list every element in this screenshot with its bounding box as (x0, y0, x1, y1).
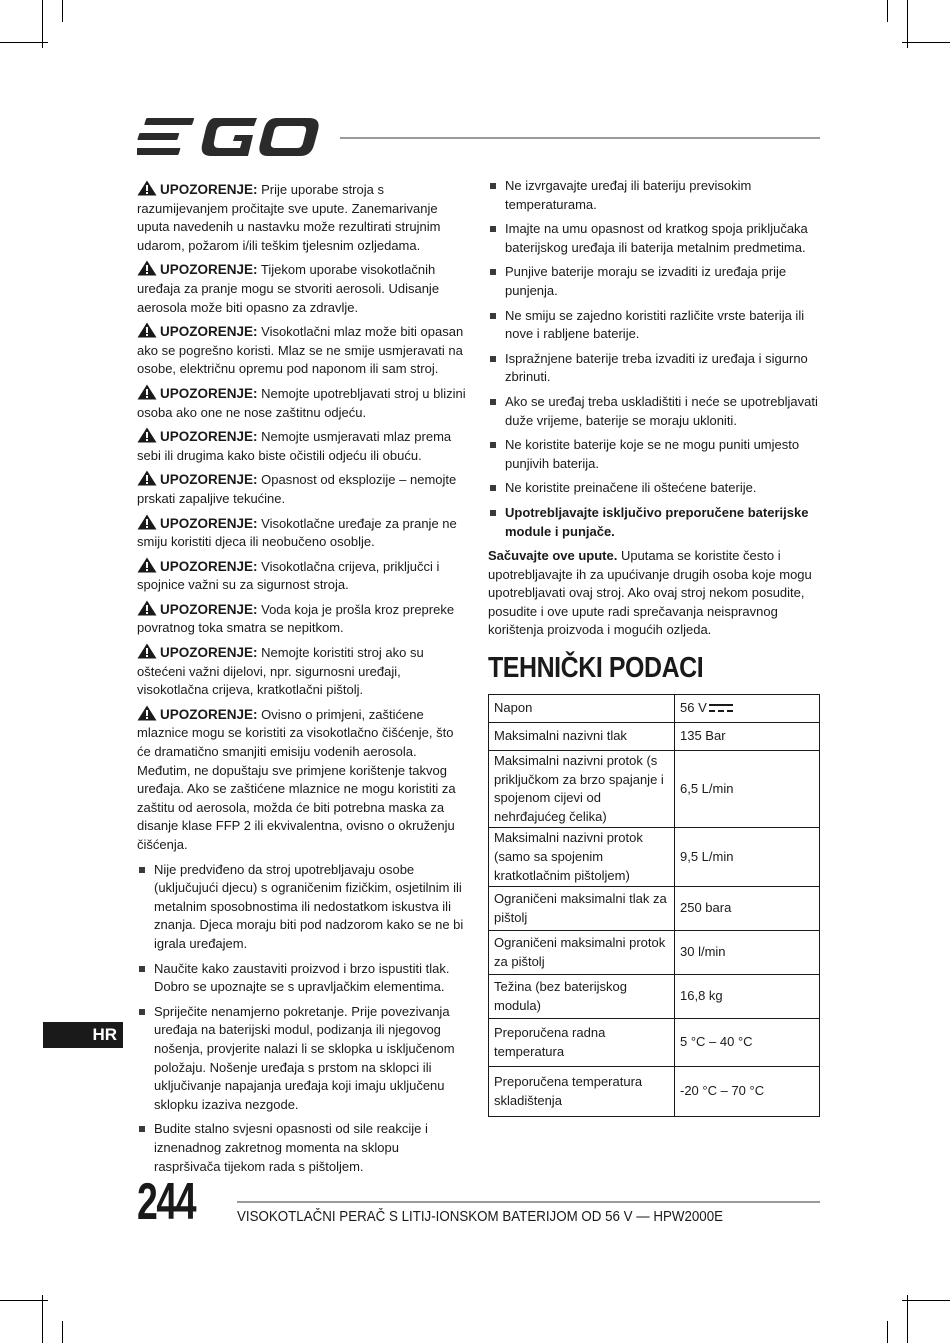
warning-text: Voda koja je prošla kroz prepreke povratnog toka smatra se nepitkom. (137, 601, 455, 636)
list-item-text: Ne koristite baterije koje se ne mogu puniti umjesto punjivih baterija. (505, 437, 800, 471)
list-item-text: Punjive baterije moraju se izvaditi iz uređaja prije punjenja. (505, 264, 787, 298)
footer-rule (237, 1201, 820, 1203)
spec-value-cell (675, 887, 820, 931)
crop-mark (907, 1295, 908, 1343)
spec-row (489, 723, 820, 751)
warning-triangle-icon (137, 384, 157, 400)
warning-text: Nemojte upotrebljavati stroj u blizini osoba ako one ne nose zaštitnu odjeću. (137, 385, 466, 420)
spec-key: Preporučena radna temperatura (489, 1019, 675, 1067)
warning-triangle-icon (137, 643, 157, 659)
spec-value: 9,5 L/min (680, 848, 734, 864)
square-bullet-icon (139, 966, 145, 972)
spec-key: Preporučena temperatura skladištenja (489, 1067, 675, 1117)
crop-mark (0, 1300, 48, 1301)
spec-value: 30 l/min (680, 944, 726, 960)
list-item (488, 393, 820, 430)
list-item (137, 1120, 469, 1176)
list-item-text: Upotrebljavajte isključivo preporučene baterijske module i punjače. (505, 504, 809, 539)
warning-text: Nemojte usmjeravati mlaz prema sebi ili drugima kako biste očistili odjeću ili obuću. (137, 429, 452, 463)
list-item-text: Imajte na umu opasnost od kratkog spoja priključaka baterijskog uređaja ili baterija metalnim predmetima. (505, 221, 808, 255)
warning-text: Visokotlačni mlaz može biti opasan ako se pogrešno koristi. Mlaz se ne smije usmjeravati na osobe, električnu opremu pod naponom ili sam stroj. (137, 324, 464, 377)
spec-value: 56 V (680, 700, 707, 716)
list-item (488, 350, 820, 387)
square-bullet-icon (490, 226, 496, 232)
list-item (137, 861, 469, 954)
spec-value-cell (675, 1067, 820, 1117)
left-column (137, 180, 469, 1182)
spec-table (488, 694, 820, 1117)
spec-row (489, 1067, 820, 1117)
warning-paragraph (137, 260, 469, 317)
list-item-text: Spriječite nenamjerno pokretanje. Prije povezivanja uređaja na baterijski modul, podizanja ili njegovog nošenja, provjerite nalazi li se sklopka u isključenom položaju. Nošenje uređaja s prstom na sklopci ili uključivanje napajanja uređaja koji imaju uključenu sklopku izaziva nezgode. (154, 1003, 455, 1112)
warning-label: UPOZORENJE: (160, 706, 258, 722)
list-item-text: Ne izvrgavajte uređaj ili bateriju previsokim temperaturama. (505, 178, 752, 212)
spec-row (489, 695, 820, 723)
spec-value-cell (675, 975, 820, 1019)
list-item (488, 263, 820, 300)
warning-triangle-icon (137, 557, 157, 573)
crop-mark (902, 42, 950, 43)
spec-row (489, 1019, 820, 1067)
warning-triangle-icon (137, 600, 157, 616)
warning-paragraph (137, 384, 469, 422)
crop-mark (62, 1321, 63, 1343)
crop-mark (42, 1295, 43, 1343)
spec-row (489, 931, 820, 975)
spec-value-cell (675, 723, 820, 751)
square-bullet-icon (490, 269, 496, 275)
keep-instructions (488, 547, 820, 640)
warning-triangle-icon (137, 427, 157, 443)
spec-value-cell (675, 828, 820, 887)
warning-triangle-icon (137, 470, 157, 486)
warning-paragraph (137, 600, 469, 638)
warning-paragraph (137, 180, 469, 255)
tech-title: TEHNIČKI PODACI (488, 652, 704, 684)
footer-text: VISOKOTLAČNI PERAČ S LITIJ-IONSKOM BATERIJOM OD 56 V — HPW2000E (237, 1209, 724, 1225)
spec-key: Maksimalni nazivni tlak (489, 723, 675, 751)
warning-paragraph (137, 514, 469, 552)
spec-key: Ograničeni maksimalni tlak za pištolj (489, 887, 675, 931)
list-item (137, 1003, 469, 1115)
warning-triangle-icon (137, 180, 157, 196)
crop-mark (0, 42, 48, 43)
crop-mark (887, 0, 888, 22)
list-item (488, 479, 820, 498)
header-rule (340, 137, 820, 139)
warning-label: UPOZORENJE: (160, 515, 258, 531)
crop-mark (42, 0, 43, 48)
square-bullet-icon (139, 1126, 145, 1132)
list-item (488, 307, 820, 344)
crop-mark (887, 1321, 888, 1343)
warning-text: Nemojte koristiti stroj ako su oštećeni važni dijelovi, npr. sigurnosni uređaji, visokotlačna crijeva, kratkotlačni pištolj. (137, 645, 424, 698)
spec-value: 16,8 kg (680, 988, 723, 1004)
spec-value-cell (675, 751, 820, 828)
spec-key: Težina (bez baterijskog modula) (489, 975, 675, 1019)
warning-label: UPOZORENJE: (160, 324, 258, 340)
warning-label: UPOZORENJE: (160, 182, 258, 197)
spec-value: 6,5 L/min (680, 780, 734, 796)
list-item (488, 504, 820, 541)
warning-label: UPOZORENJE: (160, 558, 258, 574)
spec-value-cell (675, 695, 820, 723)
warning-paragraph (137, 705, 469, 855)
right-bullet-list (488, 177, 820, 541)
square-bullet-icon (139, 1009, 145, 1015)
page-number: 244 (137, 1173, 196, 1231)
warning-text: Prije uporabe stroja s razumijevanjem pročitajte sve upute. Zanemarivanje uputa navedenih u nastavku može rezultirati strujnim udarom, požarom i/ili teškim tjelesnim ozljedama. (137, 182, 441, 253)
warnings-list (137, 180, 469, 855)
warning-paragraph (137, 557, 469, 595)
warning-label: UPOZORENJE: (160, 262, 258, 278)
warning-triangle-icon (137, 514, 157, 530)
warning-triangle-icon (137, 322, 157, 338)
list-item-text: Ne smiju se zajedno koristiti različite vrste baterija ili nove i rabljene baterije. (505, 307, 805, 342)
warning-paragraph (137, 643, 469, 700)
warning-triangle-icon (137, 705, 157, 721)
spec-value-cell (675, 1019, 820, 1067)
warning-paragraph (137, 322, 469, 379)
list-item (137, 960, 469, 997)
warning-text: Visokotlačna crijeva, priključci i spojnice važni su za sigurnost stroja. (137, 558, 440, 593)
square-bullet-icon (490, 313, 496, 319)
ego-logo (137, 116, 322, 158)
spec-key: Maksimalni nazivni protok (samo sa spojenim kratkotlačnim pištoljem) (489, 828, 675, 887)
crop-mark (62, 0, 63, 22)
square-bullet-icon (490, 485, 496, 491)
spec-value-cell (675, 931, 820, 975)
warning-text: Tijekom uporabe visokotlačnih uređaja za pranje mogu se stvoriti aerosoli. Udisanje aerosola može biti opasno za zdravlje. (137, 262, 440, 315)
spec-key: Maksimalni nazivni protok (s priključkom za brzo spajanje i spojenom cijevi od nehrđajućeg čelika) (489, 751, 675, 828)
list-item-text: Ispražnjene baterije treba izvaditi iz uređaja i sigurno zbrinuti. (505, 350, 808, 385)
dc-current-icon (709, 700, 733, 710)
spec-value: -20 °C – 70 °C (680, 1083, 765, 1099)
spec-row (489, 828, 820, 887)
list-item-text: Ako se uređaj treba uskladištiti i neće se upotrebljavati duže vrijeme, baterije se moraju ukloniti. (505, 393, 818, 428)
warning-label: UPOZORENJE: (160, 429, 258, 445)
spec-value: 250 bara (680, 900, 732, 916)
spec-value: 5 °C – 40 °C (680, 1034, 753, 1050)
warning-label: UPOZORENJE: (160, 385, 258, 401)
square-bullet-icon (490, 442, 496, 448)
list-item (488, 220, 820, 257)
crop-mark (907, 0, 908, 48)
list-item (488, 177, 820, 214)
warning-label: UPOZORENJE: (160, 645, 258, 661)
list-item-text: Naučite kako zaustaviti proizvod i brzo ispustiti tlak. Dobro se upoznajte se s upravljačkim elementima. (154, 960, 450, 995)
spec-row (489, 887, 820, 931)
warning-text: Ovisno o primjeni, zaštićene mlaznice mogu se koristiti za visokotlačno čišćenje, što će dramatično smanjiti emisiju vodenih aerosola. Međutim, ne dopuštaju sve primjene korištenje takvog uređaja. Ako se zaštićene mlaznice ne mogu koristiti za zaštitu od aerosola, možda će biti potrebna maska za disanje klase FFP 2 ili ekvivalentna, ovisno o okruženju čišćenja. (137, 706, 456, 852)
square-bullet-icon (490, 510, 496, 516)
spec-row (489, 975, 820, 1019)
crop-mark (902, 1300, 950, 1301)
keep-instructions-bold: Sačuvajte ove upute. (488, 548, 618, 564)
square-bullet-icon (139, 867, 145, 873)
warning-paragraph (137, 427, 469, 465)
warning-text: Opasnost od eksplozije – nemojte prskati zapaljive tekućine. (137, 472, 457, 506)
warning-text: Visokotlačne uređaje za pranje ne smiju koristiti djeca ili neobučeno osoblje. (137, 515, 457, 550)
square-bullet-icon (490, 356, 496, 362)
list-item-text: Budite stalno svjesni opasnosti od sile reakcije i iznenadnog zakretnog momenta na sklopu raspršivača tijekom rada s pištoljem. (154, 1121, 428, 1174)
square-bullet-icon (490, 183, 496, 189)
list-item-text: Nije predviđeno da stroj upotrebljavaju osobe (uključujući djecu) s ograničenim fizičkim, osjetilnim ili metalnim sposobnostima ili nedostatkom iskustva ili znanja. Djeca moraju biti pod nadzorom kako se ne bi igrala uređajem. (154, 861, 464, 951)
left-bullet-list (137, 861, 469, 1177)
warning-paragraph (137, 470, 469, 508)
spec-row (489, 751, 820, 828)
keep-instructions-text: Uputama se koristite često i upotrebljavajte ih za upućivanje drugih osoba koje mogu upotrebljavati ovaj stroj. Ako ovaj stroj nekom posudite, posudite i ove upute radi sprečavanja neispravnog korištenja proizvoda i mogućih ozljeda. (488, 548, 812, 638)
spec-value: 135 Bar (680, 728, 726, 744)
spec-key: Napon (489, 695, 675, 723)
warning-triangle-icon (137, 260, 157, 276)
square-bullet-icon (490, 399, 496, 405)
list-item-text: Ne koristite preinačene ili oštećene baterije. (505, 480, 757, 496)
spec-key: Ograničeni maksimalni protok za pištolj (489, 931, 675, 975)
language-tab: HR (43, 1022, 123, 1048)
warning-label: UPOZORENJE: (160, 601, 258, 617)
list-item (488, 436, 820, 473)
right-column (488, 177, 820, 640)
warning-label: UPOZORENJE: (160, 472, 258, 488)
